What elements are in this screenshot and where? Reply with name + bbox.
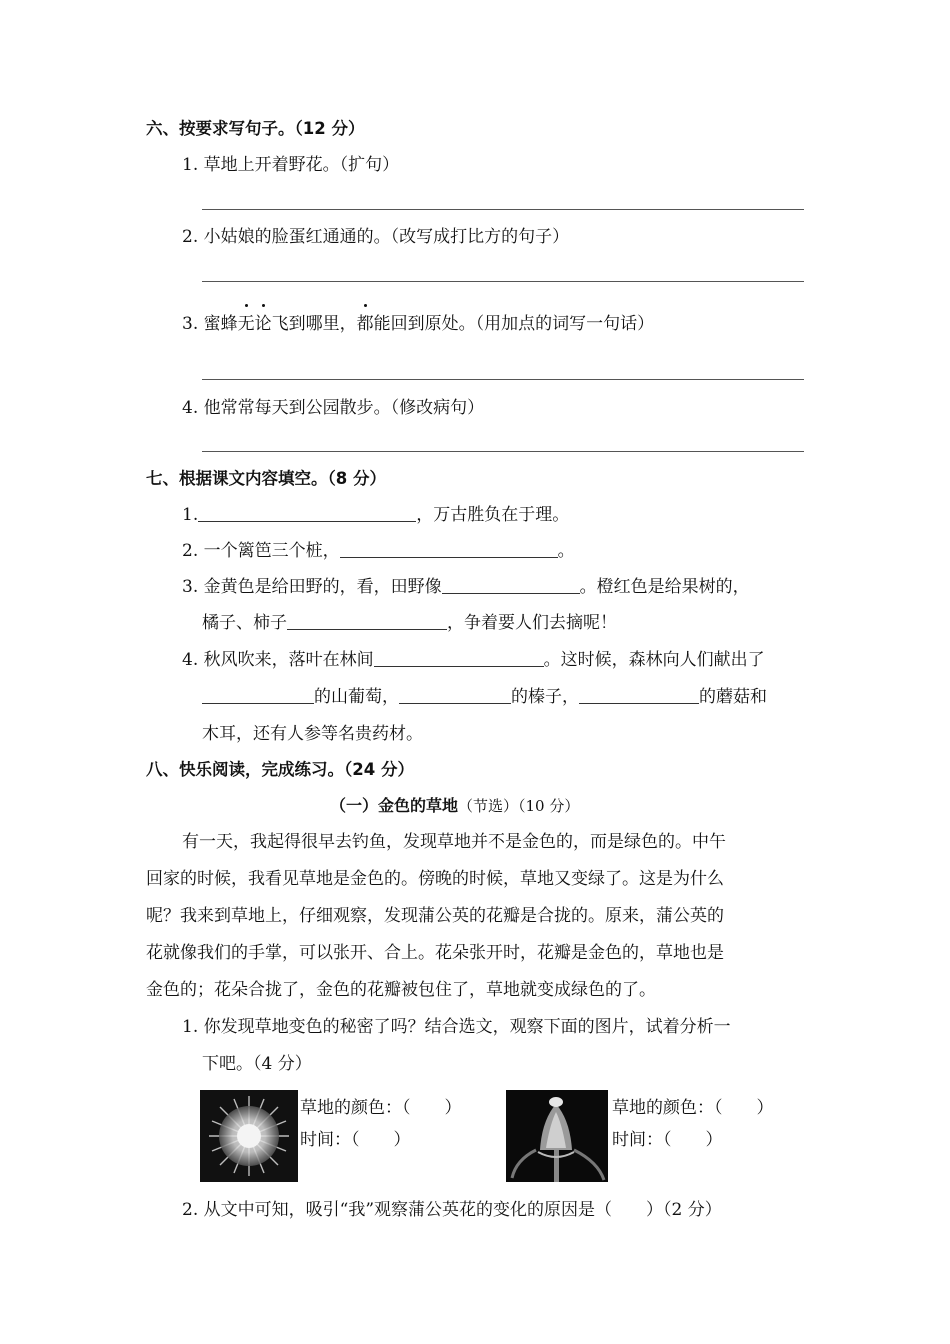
dandelion-open-icon: [200, 1090, 298, 1182]
answer-line-6-3[interactable]: [202, 379, 804, 380]
question-6-4: 4. 他常常每天到公园散步。（修改病句）: [182, 398, 485, 418]
q7-3-l1a: 3. 金黄色是给田野的，看，田野像: [182, 577, 442, 597]
question-6-2: 2. 小姑娘的脸蛋红通通的。（改写成打比方的句子）: [182, 227, 570, 247]
blank-7-4c[interactable]: [399, 685, 511, 704]
dotted-char-1: 无: [237, 314, 255, 334]
passage-line-1: 有一天，我起得很早去钓鱼，发现草地并不是金色的，而是绿色的。中午: [182, 832, 726, 852]
dandelion-closed-icon: [506, 1090, 608, 1182]
img1-time-label: 时间：（ ）: [300, 1130, 411, 1150]
question-6-3-pre: 3. 蜜蜂: [182, 314, 238, 334]
blank-7-3b[interactable]: [287, 611, 447, 630]
question-7-1: [182, 503, 569, 527]
q7-4-l1b: 。这时候，森林向人们献出了: [543, 650, 765, 670]
q7-1-after: ，万古胜负在于理。: [416, 505, 570, 525]
q7-4-l2b: 的榛子，: [511, 687, 579, 707]
blank-7-4b[interactable]: [202, 685, 314, 704]
question-7-3-line2: [202, 611, 617, 635]
q7-1-num: 1.: [182, 505, 199, 525]
question-8-1-line1: 1. 你发现草地变色的秘密了吗？结合选文，观察下面的图片，试着分析一: [182, 1017, 731, 1037]
q7-2-before: 2. 一个篱笆三个桩，: [182, 541, 340, 561]
q7-3-l2a: 橘子、柿子: [202, 613, 287, 633]
question-7-2: [182, 539, 575, 563]
question-7-4-line1: [182, 648, 765, 672]
passage-line-3: 呢？我来到草地上，仔细观察，发现蒲公英的花瓣是合拢的。原来，蒲公英的: [146, 906, 724, 926]
q7-3-l2b: ，争着要人们去摘呢！: [447, 613, 617, 633]
passage-line-4: 花就像我们的手掌，可以张开、合上。花朵张开时，花瓣是金色的，草地也是: [146, 943, 724, 963]
img1-color-label: 草地的颜色：（ ）: [300, 1098, 462, 1118]
img2-color-label: 草地的颜色：（ ）: [612, 1098, 774, 1118]
question-7-4-line3: 木耳，还有人参等名贵药材。: [202, 724, 423, 744]
question-7-3-line1: [182, 575, 750, 599]
closed-dandelion-image: [506, 1090, 608, 1182]
question-7-4-line2: [202, 685, 767, 709]
q7-2-after: 。: [557, 541, 575, 561]
passage-title-main: （一）金色的草地: [330, 796, 459, 815]
answer-line-6-4[interactable]: [202, 451, 804, 452]
dotted-char-3: 都: [356, 314, 374, 334]
q7-4-l2c: 的蘑菇和: [699, 687, 767, 707]
open-dandelion-image: [200, 1090, 298, 1182]
question-8-1-line2: 下吧。（4 分）: [202, 1054, 312, 1074]
blank-7-1[interactable]: [198, 503, 416, 522]
q7-4-l2a: 的山葡萄，: [314, 687, 399, 707]
answer-line-6-2[interactable]: [202, 281, 804, 282]
blank-7-3a[interactable]: [442, 575, 580, 594]
question-6-3-post: 能回到原处。（用加点的词写一句话）: [373, 314, 655, 334]
dotted-char-2: 论: [254, 314, 272, 334]
answer-line-6-1[interactable]: [202, 209, 804, 210]
passage-title-note: （节选）（10 分）: [458, 797, 580, 815]
section-7-title: 七、根据课文内容填空。（8 分）: [146, 469, 386, 488]
section-8-title: 八、快乐阅读，完成练习。（24 分）: [146, 760, 414, 779]
question-6-3-mid: 飞到哪里，: [271, 314, 357, 334]
img2-time-label: 时间：（ ）: [612, 1130, 723, 1150]
q7-4-l1a: 4. 秋风吹来，落叶在林间: [182, 650, 374, 670]
blank-7-4d[interactable]: [579, 685, 699, 704]
passage-title: [330, 794, 579, 818]
question-6-3: [182, 312, 654, 336]
question-6-1: 1. 草地上开着野花。（扩句）: [182, 155, 400, 175]
q7-3-l1b: 。橙红色是给果树的，: [579, 577, 750, 597]
section-6-title: 六、按要求写句子。（12 分）: [146, 119, 365, 138]
blank-7-2[interactable]: [340, 539, 558, 558]
blank-7-4a[interactable]: [374, 648, 544, 667]
passage-line-2: 回家的时候，我看见草地是金色的。傍晚的时候，草地又变绿了。这是为什么: [146, 869, 724, 889]
passage-line-5: 金色的；花朵合拢了，金色的花瓣被包住了，草地就变成绿色的了。: [146, 980, 656, 1000]
question-8-2: 2. 从文中可知，吸引“我”观察蒲公英花的变化的原因是（ ）（2 分）: [182, 1200, 722, 1220]
